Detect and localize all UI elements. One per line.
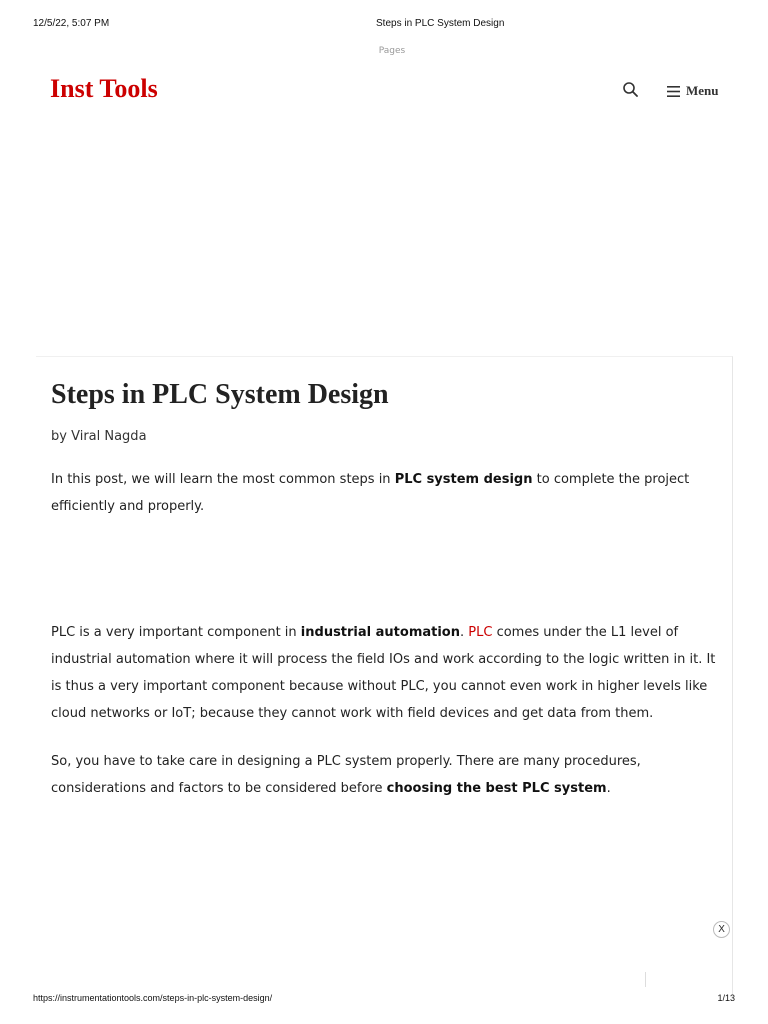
text: to complete the project efficiently and properly. — [51, 472, 690, 514]
menu-button[interactable] — [667, 82, 719, 100]
author-link[interactable]: Viral Nagda — [71, 429, 147, 444]
site-logo[interactable]: Inst Tools — [50, 74, 158, 103]
print-footer — [0, 993, 768, 1007]
article-title: Steps in PLC System Design — [51, 379, 389, 410]
text: So, you have to take care in designing a PLC system properly. There are many procedures, considerations and factors to be considered before — [51, 754, 641, 796]
menu-label: Menu — [686, 83, 719, 98]
ad-close-button[interactable]: X — [713, 921, 730, 938]
site-header — [50, 72, 720, 112]
text: PLC is a very important component in — [51, 625, 301, 640]
plc-link[interactable]: PLC — [468, 625, 493, 640]
text: comes under the L1 level of industrial automation where it will process the field IOs and work according to the logic written in it. It is thus a very important component because without PLC, you cannot even work in higher levels like cloud networks or IoT; because they cannot work with field devices and get data from them. — [51, 625, 716, 721]
paragraph-plc-importance — [51, 619, 716, 727]
print-url: https://instrumentationtools.com/steps-in-plc-system-design/ — [33, 993, 273, 1003]
bold-text: PLC system design — [394, 472, 533, 487]
search-button[interactable] — [622, 81, 640, 99]
text: . — [460, 625, 469, 640]
print-page-number: 1/13 — [717, 993, 735, 1003]
article — [36, 356, 733, 997]
text: . — [606, 781, 611, 796]
text: In this post, we will learn the most common steps in — [51, 472, 395, 487]
byline-prefix: by — [51, 429, 67, 444]
hamburger-icon — [667, 86, 680, 97]
bold-text: industrial automation — [300, 625, 460, 640]
pages-label: Pages — [378, 46, 406, 56]
print-date: 12/5/22, 5:07 PM — [33, 18, 110, 29]
paragraph-intro — [51, 466, 716, 520]
print-header — [0, 18, 768, 32]
byline — [51, 429, 147, 444]
print-title: Steps in PLC System Design — [376, 18, 505, 29]
search-icon — [622, 81, 640, 99]
ad-divider — [645, 972, 646, 987]
paragraph-design-care — [51, 748, 716, 802]
bold-text: choosing the best PLC system — [386, 781, 607, 796]
